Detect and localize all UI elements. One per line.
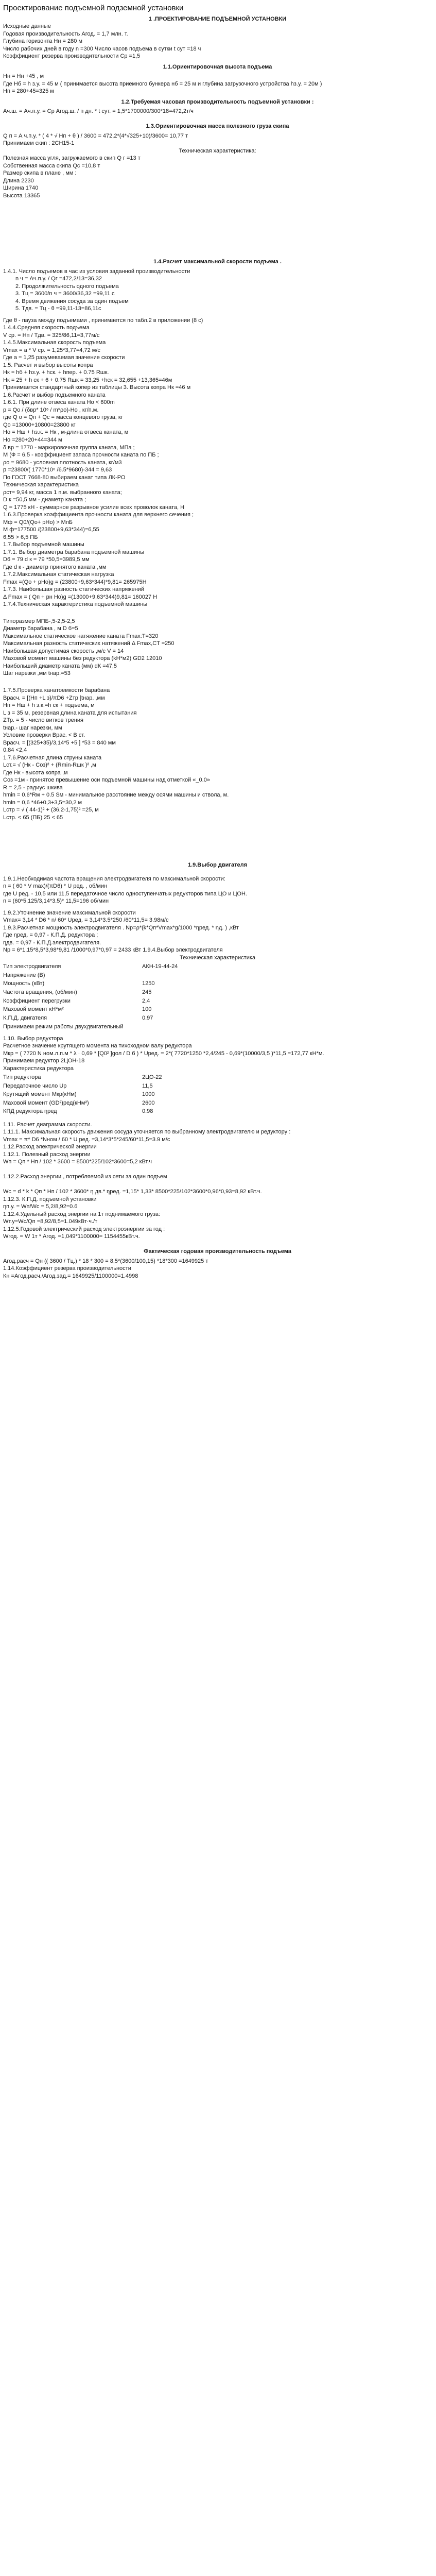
text-line: Fmax =(Qo + pНо)g = (23800+9,63*344)*9,81= 265975Н <box>3 579 147 585</box>
spec-row <box>3 1107 167 1116</box>
text-line: tнар.- шаг нарезки, мм <box>3 724 62 731</box>
spec-value: 100 <box>142 1006 152 1013</box>
text-line: n = (60*5,125/3,14*3.5)* 11,5=196 об/мин <box>3 898 109 905</box>
text-line: М ф=177500 /(23800+9,63*344)=6,55 <box>3 527 99 533</box>
spec-label: Крутящий момент Мкр(кНм) <box>3 1091 77 1098</box>
spec-label: Тип электродвигателя <box>3 963 61 970</box>
spec-row <box>3 971 183 980</box>
spec-label: Передаточное число Uр <box>3 1082 67 1089</box>
motor-specs-table <box>3 962 183 1022</box>
reducer-specs-table <box>3 1073 167 1116</box>
text-line: Где Нк - высота копра ,м <box>3 769 68 776</box>
section-1-10-body <box>3 1035 432 1073</box>
text-line: Принимаем режим работы двухдвигательный <box>3 1024 124 1030</box>
formula-line: Нн = Нн +45 , м <box>3 73 44 80</box>
text-line: Vmax = a * V ср. = 1,25*3,77=4,72 м/с <box>3 347 100 353</box>
section-title: 1.4.Расчет максимальной скорости подъема . <box>153 259 282 265</box>
text-line: D6 = 79 d к = 79 *50,5=3989,5 мм <box>3 556 90 563</box>
spec-value: 1250 <box>142 980 155 987</box>
text-line: 1.12.2.Расход энергии , потребляемой из сети за один подъем <box>3 1174 167 1180</box>
page-title: Проектирование подъемной подземной установки <box>3 4 184 12</box>
text-line: где Q о = Qп + Qc = масса концевого груза, кг <box>3 414 123 421</box>
text-line: 1.9.3.Расчетная мощность электродвигателя . Nр=ρ*(k*Qп*Vmax*g/1000 *ηред. * ηд. ) ,кВт <box>3 924 239 931</box>
spec-label: Тип редуктора <box>3 1074 41 1081</box>
text-line: Характеристика редуктора <box>3 1065 74 1072</box>
text-line: По ГОСТ 7668-80 выбираем канат типа ЛК-РО <box>3 474 126 481</box>
intro-line: Число рабочих дней в году n =300 Число часов подъема в сутки t сут =18 ч <box>3 45 201 52</box>
text-line: Маховой момент машины без редуктора (kH*м2) GD2 12010 <box>3 655 162 662</box>
text-line: Vmax = π* D6 *Nном / 60 * U ред. =3,14*3*5*245/60*11,5=3.9 м/с <box>3 1136 170 1143</box>
text-line: 1.4.1. Число подъемов в час из условия заданной производительности <box>3 268 190 275</box>
section-1-9-body <box>3 875 432 905</box>
text-line: 1.6.3.Проверка коэффициента прочности каната для верхнего сечения ; <box>3 512 194 518</box>
spec-value: 0.97 <box>142 1014 153 1021</box>
text-line: D к =50,5 мм - диаметр каната ; <box>3 497 86 503</box>
spec-value: 2ЦО-22 <box>142 1074 162 1081</box>
spec-label: КПД редуктора ηред <box>3 1108 57 1115</box>
tech-line: Размер скипа в плане , мм : <box>3 170 77 177</box>
formula-line: n ч = Ач.п.у. / Qг =472,2/13=36,32 <box>15 276 102 282</box>
text-line: 1.12.5.Годовой электрический расход электроэнергии за год : <box>3 1226 165 1232</box>
text-line: Где Нб = h з.у. = 45 м ( принимается высота приемного бункера нб = 25 м и глубина загрузочного устройства hз.у. = 20м ) <box>3 80 322 87</box>
text-line: Агод.расч = Qн (( 3600 / Тц.) * 18 * 300 = 8,5*(3600/100,15) *18*300 =1649925 т <box>3 1258 208 1264</box>
intro-line: Глубина горизонта Нн = 280 м <box>3 38 82 45</box>
text-line: 1.7.3. Наибольшая разность статических напряжений <box>3 586 145 593</box>
spec-row <box>3 1090 167 1099</box>
text-line: Нп = Нш + h з.к.=h ск + подъема, м <box>3 702 95 709</box>
text-line: Где θ - пауза между подъемами , принимается по табл.2 в приложении (8 с) <box>3 317 203 324</box>
spec-label: Мощность (кВт) <box>3 980 45 987</box>
spec-value: 2,4 <box>142 997 150 1004</box>
text-line: p =23800/( 1770*10⁶ /6.5*9680)-344 = 9,63 <box>3 467 112 473</box>
text-line: Максимальная разность статических натяжений Δ Fmax,CT =250 <box>3 640 175 647</box>
spec-label: Коэффициент перегрузки <box>3 997 71 1004</box>
spec-value: 2600 <box>142 1099 155 1106</box>
formula-line: Q п = А ч.п.у. * ( 4 * √ Нп + θ ) / 3600 = 472,2*(4*√325+10)/3600= 10,77 т <box>3 132 188 139</box>
spec-value <box>142 971 183 980</box>
text-line: n = ( 60 * V max)/(πD6) * U ред. , об/мин <box>3 883 108 890</box>
text-line: 1.5. Расчет и выбор высоты копра <box>3 362 93 368</box>
text-line: 1.6.1. При длине отвеса каната Но < 600m <box>3 399 115 406</box>
section-title: 1.9.Выбор двигателя <box>187 862 248 869</box>
text-line: 2. Продолжительность одного подъема <box>15 283 119 290</box>
text-line: Lстр. < 65 (ПБ) 25 < 65 <box>3 814 63 821</box>
text-line: ρст= 9,94 кг, масса 1 п.м. выбранного каната; <box>3 489 122 496</box>
spec-row <box>3 979 183 988</box>
text-line: Vmax= 3,14 * D6 * n/ 60* Uред. = 3,14*3.5*250 /60*11,5= 3.98м/с <box>3 917 169 924</box>
text-line: Wгод. = W 1т * Агод. =1,049*1100000= 1154455кВт.ч. <box>3 1233 140 1240</box>
text-line: Шаг нарезки ,мм tнар.=53 <box>3 670 71 677</box>
text-line: δ вр = 1770 - маркировочная группа каната, МПа ; <box>3 444 135 451</box>
text-line: 6,55 > 6,5 ПБ <box>3 534 38 540</box>
text-line: ρo = 9680 - условная плотность каната, кг/м3 <box>3 459 122 466</box>
intro-block <box>3 23 432 60</box>
section-heading: 1 .ПРОЕКТИРОВАНИЕ ПОДЪЕМНОЙ УСТАНОВКИ <box>148 15 287 22</box>
text-line: hmin = 0.6*Rм + 0.5 Sм - минимальное расстояние между осями машины и ствола, м. <box>3 792 229 799</box>
text-line: Где d к - диаметр принятого каната ,мм <box>3 564 107 570</box>
spec-value: 0.98 <box>142 1108 153 1115</box>
text-line: p = Qo / (δвр* 10⁶ / m*ρо)-Но , кг/п.м. <box>3 406 99 413</box>
text-line: Q = 1775 кН - суммарное разрывное усилие всех проволок каната, Н <box>3 504 185 511</box>
section-1-9-body-2 <box>3 909 432 954</box>
tech-title: Техническая характеристика <box>179 954 256 961</box>
text-line: М (Ф = 6,5 - коэффициент запаса прочности каната по ПБ ; <box>3 452 159 459</box>
spec-row <box>3 988 183 997</box>
text-line: Типоразмер МПБ-,5-2,5-2,5 <box>3 618 75 624</box>
intro-line: Годовая производительность Агод. = 1,7 млн. т. <box>3 30 128 37</box>
text-line: 1.12.3. К.П.Д. подъемной установки <box>3 1196 97 1202</box>
text-line: R = 2,5 - радиус шкива <box>3 784 63 791</box>
spec-value: АКН-19-44-24 <box>142 963 178 970</box>
formula-line: Ач.ш. = Ач.п.у. = Ср Агод.ш. / п дн. * t сут. = 1,5*1700000/300*18=472,2т/ч <box>3 108 194 115</box>
formula-line: Нп = 280+45=325 м <box>3 88 54 95</box>
text-line <box>3 1181 432 1189</box>
text-line: 1.7.Выбор подъемной машины <box>3 541 84 548</box>
text-line: Соз =1м - принятое превышение оси подъемной машины над отметкой «_0.0» <box>3 777 210 784</box>
text-line: Wc = d * k * Qп * Нп / 102 * 3600* η дв.* ηред. =1,15* 1,33* 8500*225/102*3600*0,96*0,93=8,92 кВт.ч. <box>3 1189 262 1195</box>
text-line: 1.4.4.Средняя скорость подъема <box>3 325 90 331</box>
text-line: 1.7.4.Техническая характеристика подъемной машины <box>3 601 148 608</box>
text-line: 1.7.2.Максимальная статическая нагрузка <box>3 571 114 578</box>
section-title: 1.1.Ориентировочная высота подъема <box>163 63 272 70</box>
text-line: Но = Нш + hз.к. = Нк , м-длина отвеса каната, м <box>3 429 129 436</box>
text-line: 1.7.6.Расчетная длина струны каната <box>3 754 102 761</box>
tech-line: Собственная масса скипа Qс =10,8 т <box>3 162 100 169</box>
tech-line: Высота 13365 <box>3 192 40 199</box>
section-title: Фактическая годовая производительность подъема <box>144 1248 291 1255</box>
text-line: Врасч. = [(325+35)/3,14*5 +5 ] *53 = 840 мм <box>3 739 116 746</box>
text-line: 1.9.2.Уточнение значение максимальной скорости <box>3 909 136 916</box>
text-line: Техническая характеристика <box>3 482 79 488</box>
spec-label: Частота вращения, (об/мин) <box>3 989 77 995</box>
text-line: 1.14.Коэффициент резерва производительности <box>3 1265 131 1272</box>
text-line: Принимается стандартный копер из таблицы 3. Высота копра Нк =46 м <box>3 384 191 391</box>
text-line: L з = 35 м, резервная длина каната для испытания <box>3 709 137 716</box>
spec-value: 1000 <box>142 1091 155 1098</box>
machine-specs <box>3 618 432 677</box>
text-line: ηп.у. = Wп/Wc = 5,2/8,92=0.6 <box>3 1204 78 1210</box>
text-line: Но =280+20+44=344 м <box>3 437 62 443</box>
spec-label: К.П.Д. двигателя <box>3 1014 47 1021</box>
text-line: Наибольшая допустимая скорость ,м/с V = 14 <box>3 648 124 654</box>
text-line: 1.4.5.Максимальная скорость подъема <box>3 340 106 346</box>
text-line: Np = 6*1,15*8,5*3,98*9,81 /1000*0,97*0,97 = 2433 кВт 1.9.4.Выбор электродвигателя <box>3 947 223 954</box>
text-line: 1.7.1. Выбор диаметра барабана подъемной машины <box>3 549 145 555</box>
text-line: Условие проверки Врас. < В ст. <box>3 732 85 739</box>
text-line: Врасч. = [(Нп +L з)/πD6 +Zтр ]tнар. ,мм <box>3 694 105 701</box>
text-line: где U ред. - 10,5 или 11,5 передаточное число одноступенчатых редукторов типа ЦО и ЦОН. <box>3 890 247 897</box>
text-line: 1.6.Расчет и выбор подъемного каната <box>3 392 106 398</box>
text-line: Lст.= √ (Нк - Соз)² + (Rmin-Rшк )² ,м <box>3 762 96 769</box>
text-line: 1.11.1. Максимальная скорость движения сосуда уточняется по выбранному электродвигателю и редуктору : <box>3 1129 291 1136</box>
spec-value: 245 <box>142 989 152 995</box>
text-line: Принимаем редуктор 2ЦОН-18 <box>3 1058 85 1064</box>
spec-row <box>3 1005 183 1014</box>
text-line: 1.12.4.Удельный расход энергии на 1т поднимаемого груза: <box>3 1211 161 1217</box>
section-1-11-body <box>3 1121 432 1241</box>
text-line: Δ Fmax = ( Qп + pн Но)g =(13000+9,63*344)9,81= 160027 Н <box>3 594 158 600</box>
tech-line: Длина 2230 <box>3 177 34 184</box>
text-line: hmin = 0,6 *46+0,3+3,5=30,2 м <box>3 799 82 806</box>
tech-title: Техническая характеристика: <box>179 147 256 154</box>
spec-row <box>3 962 183 971</box>
spec-label: Маховой момент кН*м² <box>3 1006 64 1013</box>
text-line: 1.10. Выбор редуктора <box>3 1035 63 1042</box>
text-line: 4. Время движения сосуда за один подъем <box>15 298 129 304</box>
text-line: Mкр = ( 7720 N ном.л.п.м * λ · 0,69 * [Q0² ]gол / D б ) * Uред. = 2*( 7720*1250 *2,4/245 - 0,69*(10000/3,5 )*11,5 =172,77 кН*м. <box>3 1050 324 1057</box>
text-line: Принимаем скип : 2СН15-1 <box>3 140 75 147</box>
section-1-13-body <box>3 1258 432 1280</box>
spec-row <box>3 1014 183 1023</box>
text-line: ZТр. = 5 - число витков трения <box>3 717 83 724</box>
text-line <box>3 1166 432 1174</box>
text-line: 1.11. Расчет диаграмма скорости. <box>3 1121 92 1128</box>
spec-row <box>3 1099 167 1108</box>
text-line: 1.7.5.Проверка канатоемкости барабана <box>3 687 110 693</box>
text-line: Lстр = √ ( 44-1)² + (36,2-1,75)² =25, м <box>3 807 99 814</box>
text-line: Наибольший диаметр каната (мм) dК =47,5 <box>3 663 117 669</box>
section-1-7-5-body <box>3 687 432 821</box>
section-1-4-body <box>3 317 432 608</box>
formula-line: 3. Тц = 3600/n ч = 3600/36,32 =99,11 с <box>15 291 115 297</box>
text-line: Кн =Агод.расч./Агод.зад.= 1649925/1100000=1.4998 <box>3 1273 138 1279</box>
text-line: 0.84 <2,4 <box>3 747 27 754</box>
text-line: 1.12.Расход электрической энергии <box>3 1144 97 1150</box>
spec-label: Напряжение (В) <box>3 972 45 978</box>
text-line: Где а = 1,25 разумеваемая значение скорости <box>3 354 125 361</box>
tech-line: Полезная масса угля, загружаемого в скип Q г =13 т <box>3 155 141 162</box>
text-line: Расчетное значение крутящего момента на тихоходном валу редуктора <box>3 1043 192 1049</box>
text-line: Нк = 25 + h ск + 6 + 0.75 Rшк = 33,25 +hск = 32,655 +13,365=46м <box>3 377 172 383</box>
text-line: V ср. = Нп / Тдв. = 325/86,11=3,77м/с <box>3 332 100 338</box>
intro-line: Исходные данные <box>3 23 51 30</box>
text-line: Мф = Q0/(Qo+ pНо) > MпБ <box>3 519 73 526</box>
text-line: 1.12.1. Полезный расход энергии <box>3 1151 91 1158</box>
spec-label: Маховой момент (GD²)ред(кНм²) <box>3 1099 89 1106</box>
spec-row <box>3 1073 167 1082</box>
spec-row <box>3 997 183 1006</box>
section-title: 1.3.Ориентировочная масса полезного груза скипа <box>146 123 289 129</box>
spec-value: 11,5 <box>142 1082 153 1089</box>
text-line: Где ηред. = 0,97 - К.П.Д. редуктора ; <box>3 932 98 939</box>
text-line: Wт.у=Wc/Qп =8,92/8,5=1.049кВт·ч./т <box>3 1218 98 1225</box>
text-line: Максимальное статическое натяжение каната Fmax:T=320 <box>3 633 159 639</box>
text-line: Диаметр барабана , м D б=5 <box>3 625 78 632</box>
text-line: Нк = hб + hз.у. + hск. + hпер. + 0.75 Rшк. <box>3 369 109 376</box>
text-line: 1.9.1.Необходимая частота вращения электродвигателя по максимальной скорости: <box>3 875 225 882</box>
intro-line: Коэффициент резерва производительности Ср =1,5 <box>3 53 141 60</box>
text-line: ηдв. = 0,97 - К.П.Д.электродвигателя. <box>3 939 101 946</box>
tech-line: Ширина 1740 <box>3 185 39 192</box>
formula-line: 5. Тдв. = Тц - θ =99,11-13=86,11с <box>15 306 101 312</box>
section-title: 1.2.Требуемая часовая производительность подъемной установки : <box>121 98 314 105</box>
text-line: Qо =13000+10800=23800 кг <box>3 421 76 428</box>
text-line: Wп = Qп * Нп / 102 * 3600 = 8500*225/102*3600=5,2 кВт.ч <box>3 1159 152 1165</box>
spec-row <box>3 1082 167 1091</box>
